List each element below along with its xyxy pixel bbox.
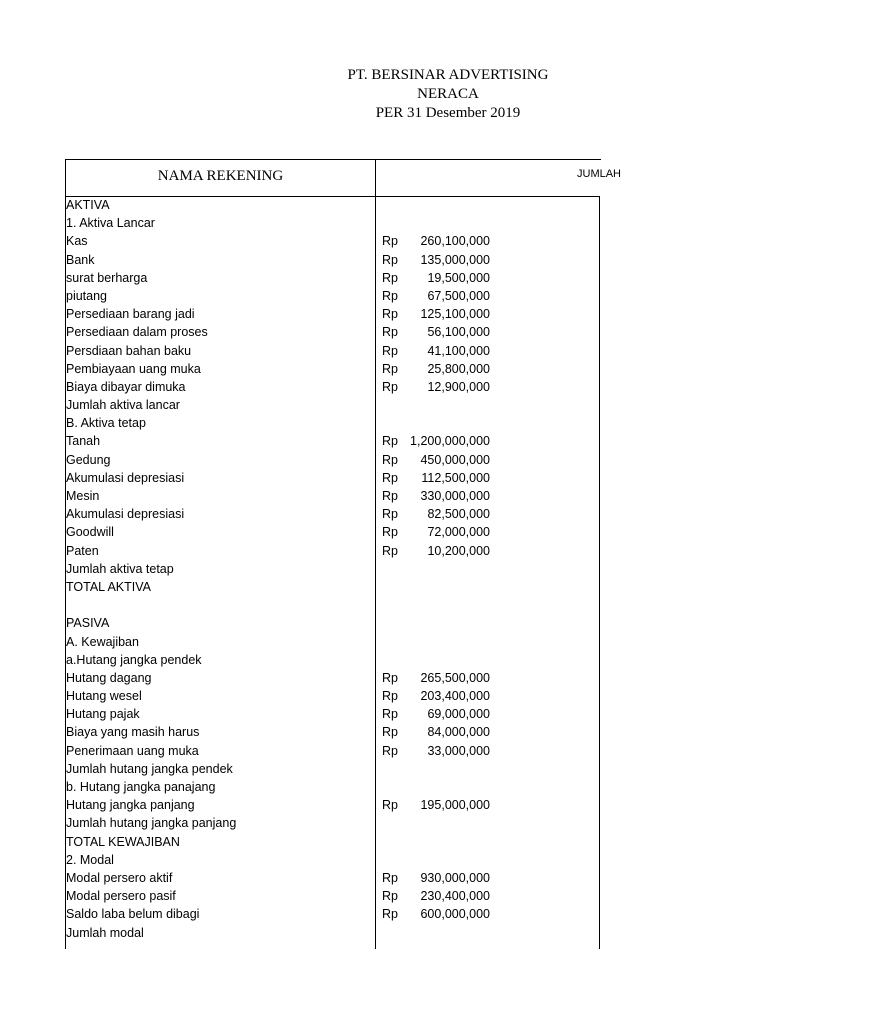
account-name: Hutang dagang — [66, 670, 152, 685]
amount-value: 195,000,000 — [420, 798, 490, 813]
account-name: Bank — [66, 252, 95, 267]
account-name: B. Aktiva tetap — [66, 416, 146, 431]
table-body — [66, 197, 600, 943]
table-row — [66, 870, 600, 888]
table-row — [66, 306, 600, 324]
amount-value: 330,000,000 — [420, 489, 490, 503]
account-name: PASIVA — [66, 616, 110, 631]
amount-value: 600,000,000 — [420, 907, 490, 922]
table-row — [66, 925, 600, 943]
report-period: PER 31 Desember 2019 — [375, 105, 521, 121]
account-name: Tanah — [66, 434, 101, 449]
amount-value: 1,200,000,000 — [410, 434, 490, 449]
account-name: Jumlah hutang jangka panjang — [66, 816, 237, 831]
currency-label: Rp — [382, 489, 398, 503]
currency-label: Rp — [382, 379, 398, 394]
column-header-amount: JUMLAH — [577, 168, 622, 180]
table-row — [66, 452, 600, 470]
currency-label: Rp — [382, 798, 398, 813]
table-row — [66, 888, 600, 906]
amount-value: 67,500,000 — [427, 288, 490, 303]
currency-label: Rp — [382, 361, 398, 376]
table-row — [66, 670, 600, 688]
table-row — [66, 724, 600, 742]
table-row — [66, 688, 600, 706]
table-row — [66, 634, 600, 652]
table-row — [66, 252, 600, 270]
table-row — [66, 324, 600, 342]
table-row — [66, 797, 600, 815]
amount-value: 69,000,000 — [427, 707, 490, 722]
table-row — [66, 652, 600, 670]
currency-label: Rp — [382, 270, 398, 285]
table-row — [66, 197, 600, 215]
currency-label: Rp — [382, 252, 398, 267]
currency-label: Rp — [382, 452, 398, 467]
amount-value: 230,400,000 — [420, 889, 490, 904]
account-name: Persediaan barang jadi — [66, 307, 195, 322]
currency-label: Rp — [382, 870, 398, 885]
currency-label: Rp — [382, 288, 398, 303]
account-name: TOTAL KEWAJIBAN — [66, 834, 180, 849]
account-name: Hutang pajak — [66, 707, 140, 722]
amount-value: 10,200,000 — [427, 543, 490, 558]
table-row — [66, 524, 600, 542]
account-name: piutang — [66, 288, 108, 303]
table-row — [66, 579, 600, 597]
account-name: Akumulasi depresiasi — [66, 507, 185, 522]
table-row — [66, 433, 600, 451]
table-row — [66, 270, 600, 288]
table-row — [66, 743, 600, 761]
account-name: a.Hutang jangka pendek — [66, 652, 202, 667]
account-name: Goodwill — [66, 525, 114, 540]
table-row — [66, 361, 600, 379]
table-row — [66, 288, 600, 306]
amount-value: 12,900,000 — [427, 379, 490, 394]
account-name: Jumlah modal — [66, 925, 144, 940]
account-name: Jumlah hutang jangka pendek — [66, 761, 233, 776]
table-row — [66, 470, 600, 488]
amount-value: 82,500,000 — [427, 507, 490, 522]
amount-value: 19,500,000 — [427, 270, 490, 285]
amount-value: 112,500,000 — [421, 470, 490, 485]
amount-value: 84,000,000 — [427, 725, 490, 740]
table-row — [66, 779, 600, 797]
table-row — [66, 215, 600, 233]
amount-value: 33,000,000 — [427, 743, 490, 758]
table-row — [66, 379, 600, 397]
table-row — [66, 397, 600, 415]
account-name: Hutang jangka panjang — [66, 798, 195, 813]
table-row — [66, 561, 600, 579]
table-row — [66, 343, 600, 361]
amount-value: 125,100,000 — [420, 307, 490, 322]
amount-value: 135,000,000 — [420, 252, 490, 267]
account-name: Jumlah aktiva lancar — [66, 398, 180, 413]
account-name: Mesin — [66, 489, 100, 503]
amount-value: 203,400,000 — [420, 689, 490, 704]
currency-label: Rp — [382, 470, 398, 485]
account-name: b. Hutang jangka panajang — [66, 780, 216, 794]
table-row — [66, 543, 600, 561]
currency-label: Rp — [382, 689, 398, 704]
amount-value: 41,100,000 — [427, 343, 490, 358]
account-name: Biaya dibayar dimuka — [66, 379, 186, 394]
account-name: A. Kewajiban — [66, 634, 139, 649]
currency-label: Rp — [382, 670, 398, 685]
currency-label: Rp — [382, 307, 398, 322]
account-name: Penerimaan uang muka — [66, 743, 199, 758]
currency-label: Rp — [382, 743, 398, 758]
table-row — [66, 415, 600, 433]
account-name: TOTAL AKTIVA — [66, 579, 151, 594]
currency-label: Rp — [382, 325, 398, 340]
currency-label: Rp — [382, 343, 398, 358]
currency-label: Rp — [382, 525, 398, 540]
table-row — [66, 761, 600, 779]
table-row — [66, 906, 600, 924]
amount-value: 25,800,000 — [427, 361, 490, 376]
account-name: Paten — [66, 543, 99, 558]
account-name: surat berharga — [66, 270, 148, 285]
account-name: 2. Modal — [66, 852, 114, 867]
table-row — [66, 597, 600, 615]
amount-value: 930,000,000 — [420, 870, 490, 885]
report-title: NERACA — [417, 86, 479, 102]
account-name: Biaya yang masih harus — [66, 725, 200, 740]
column-header-name: NAMA REKENING — [157, 168, 284, 184]
table-row — [66, 815, 600, 833]
account-name: Persdiaan bahan baku — [66, 343, 192, 358]
amount-value: 56,100,000 — [427, 325, 490, 340]
amount-value: 72,000,000 — [427, 525, 490, 540]
amount-value: 265,500,000 — [420, 670, 490, 685]
currency-label: Rp — [382, 507, 398, 522]
table-row — [66, 834, 600, 852]
currency-label: Rp — [382, 543, 398, 558]
table-row — [66, 233, 600, 251]
currency-label: Rp — [382, 707, 398, 722]
table-row — [66, 506, 600, 524]
amount-value: 260,100,000 — [420, 234, 490, 249]
account-name: Persediaan dalam proses — [66, 325, 208, 340]
table-row — [66, 488, 600, 506]
account-name: Pembiayaan uang muka — [66, 361, 201, 376]
currency-label: Rp — [382, 234, 398, 249]
currency-label: Rp — [382, 889, 398, 904]
table-row — [66, 615, 600, 633]
company-name: PT. BERSINAR ADVERTISING — [347, 67, 549, 83]
account-name: Modal persero pasif — [66, 889, 176, 904]
currency-label: Rp — [382, 725, 398, 740]
account-name: Modal persero aktif — [66, 870, 173, 885]
table-row — [66, 706, 600, 724]
account-name: Hutang wesel — [66, 689, 142, 704]
amount-value: 450,000,000 — [420, 452, 490, 467]
account-name: Saldo laba belum dibagi — [66, 907, 200, 922]
currency-label: Rp — [382, 434, 398, 449]
account-name: Jumlah aktiva tetap — [66, 561, 174, 576]
account-name: Kas — [66, 234, 88, 249]
account-name: Gedung — [66, 452, 111, 467]
currency-label: Rp — [382, 907, 398, 922]
account-name: AKTIVA — [66, 198, 110, 212]
table-row — [66, 852, 600, 870]
account-name: Akumulasi depresiasi — [66, 470, 185, 485]
account-name: 1. Aktiva Lancar — [66, 216, 155, 231]
